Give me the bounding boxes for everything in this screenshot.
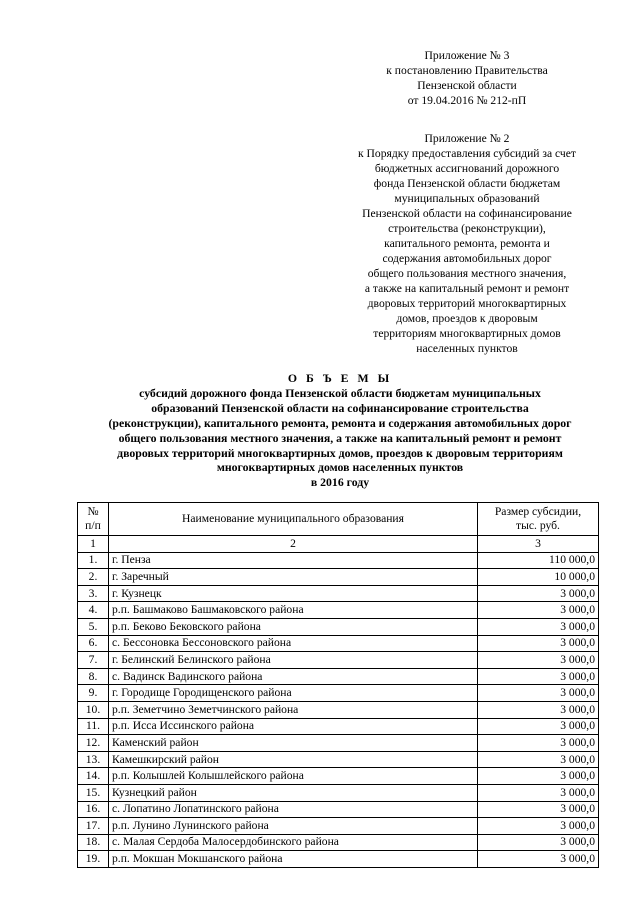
subsidy-amount: 3 000,0 <box>478 652 599 669</box>
municipality-name: р.п. Лунино Лунинского района <box>109 818 478 835</box>
appendix-2-header <box>340 131 594 356</box>
table-row <box>78 851 599 868</box>
municipality-name: с. Вадинск Вадинского района <box>109 668 478 685</box>
header-amount-line2: тыс. руб. <box>516 519 560 532</box>
appendix-2-line: населенных пунктов <box>416 342 518 355</box>
table-row <box>78 801 599 818</box>
subsidy-amount: 10 000,0 <box>478 569 599 586</box>
municipality-name: с. Лопатино Лопатинского района <box>109 801 478 818</box>
appendix-2-line: Пензенской области на софинансирование <box>362 207 572 220</box>
subsidy-amount: 3 000,0 <box>478 668 599 685</box>
row-number: 7. <box>78 652 109 669</box>
table-row <box>78 552 599 569</box>
row-number: 6. <box>78 635 109 652</box>
municipality-name: г. Белинский Белинского района <box>109 652 478 669</box>
row-number: 2. <box>78 569 109 586</box>
municipality-name: с. Бессоновка Бессоновского района <box>109 635 478 652</box>
subsidy-amount: 3 000,0 <box>478 751 599 768</box>
subsidy-amount: 3 000,0 <box>478 685 599 702</box>
subsidy-amount: 3 000,0 <box>478 834 599 851</box>
row-number: 12. <box>78 735 109 752</box>
title-heading: О Б Ъ Е М Ы <box>287 371 393 385</box>
table-row <box>78 735 599 752</box>
table-row <box>78 818 599 835</box>
appendix-3-line: Пензенской области <box>417 79 517 92</box>
title-line: образований Пензенской области на софинансирование строительства <box>151 400 529 415</box>
table-row <box>78 834 599 851</box>
subsidy-amount: 3 000,0 <box>478 768 599 785</box>
appendix-2-line: Приложение № 2 <box>424 132 510 145</box>
row-number: 15. <box>78 784 109 801</box>
row-number: 8. <box>78 668 109 685</box>
subsidy-amount: 3 000,0 <box>478 585 599 602</box>
municipality-name: р.п. Башмаково Башмаковского района <box>109 602 478 619</box>
title-line: дворовых территорий многоквартирных домов, проездов к дворовым территориям <box>117 445 563 460</box>
table-row <box>78 652 599 669</box>
appendix-3-header <box>340 48 594 108</box>
row-number: 3. <box>78 585 109 602</box>
municipality-name: г. Кузнецк <box>109 585 478 602</box>
municipality-name: г. Пенза <box>109 552 478 569</box>
header-amount <box>478 503 599 536</box>
column-index: 1 <box>78 536 109 553</box>
appendix-3-line: от 19.04.2016 № 212-пП <box>407 94 527 107</box>
title-line: общего пользования местного значения, а также на капитальный ремонт и ремонт <box>118 430 562 445</box>
municipality-name: р.п. Беково Бековского района <box>109 618 478 635</box>
subsidies-table <box>77 502 599 868</box>
header-number-line1: № <box>87 505 99 518</box>
municipality-name: р.п. Колышлей Колышлейского района <box>109 768 478 785</box>
table-row <box>78 768 599 785</box>
subsidy-amount: 3 000,0 <box>478 801 599 818</box>
row-number: 19. <box>78 851 109 868</box>
appendix-2-line: к Порядку предоставления субсидий за счет <box>358 147 576 160</box>
appendix-3-line: Приложение № 3 <box>424 49 510 62</box>
header-name: Наименование муниципального образования <box>109 503 478 536</box>
appendix-2-line: дворовых территорий многоквартирных <box>367 297 567 310</box>
column-index-row <box>78 536 599 553</box>
subsidy-amount: 3 000,0 <box>478 602 599 619</box>
title-line: (реконструкции), капитального ремонта, ремонта и содержания автомобильных дорог <box>108 415 572 430</box>
title-line: субсидий дорожного фонда Пензенской области бюджетам муниципальных <box>139 385 541 400</box>
appendix-2-line: домов, проездов к дворовым <box>396 312 538 325</box>
subsidy-amount: 3 000,0 <box>478 618 599 635</box>
municipality-name: р.п. Мокшан Мокшанского района <box>109 851 478 868</box>
appendix-2-line: муниципальных образований <box>394 192 540 205</box>
row-number: 16. <box>78 801 109 818</box>
appendix-2-line: территориям многоквартирных домов <box>373 327 561 340</box>
subsidy-amount: 3 000,0 <box>478 701 599 718</box>
municipality-name: Камешкирский район <box>109 751 478 768</box>
appendix-2-line: содержания автомобильных дорог <box>382 252 552 265</box>
municipality-name: с. Малая Сердоба Малосердобинского района <box>109 834 478 851</box>
subsidy-amount: 3 000,0 <box>478 851 599 868</box>
subsidy-amount: 3 000,0 <box>478 784 599 801</box>
table-row <box>78 602 599 619</box>
header-number-line2: п/п <box>85 519 101 532</box>
subsidy-amount: 3 000,0 <box>478 718 599 735</box>
municipality-name: г. Городище Городищенского района <box>109 685 478 702</box>
table-row <box>78 718 599 735</box>
table-row <box>78 668 599 685</box>
table-row <box>78 618 599 635</box>
row-number: 1. <box>78 552 109 569</box>
title-line: многоквартирных домов населенных пунктов <box>216 460 464 475</box>
table-row <box>78 751 599 768</box>
row-number: 11. <box>78 718 109 735</box>
municipality-name: Каменский район <box>109 735 478 752</box>
row-number: 9. <box>78 685 109 702</box>
table-row <box>78 569 599 586</box>
municipality-name: р.п. Исса Иссинского района <box>109 718 478 735</box>
appendix-3-line: к постановлению Правительства <box>386 64 548 77</box>
row-number: 18. <box>78 834 109 851</box>
subsidy-amount: 3 000,0 <box>478 635 599 652</box>
row-number: 17. <box>78 818 109 835</box>
column-index: 3 <box>478 536 599 553</box>
column-index: 2 <box>109 536 478 553</box>
row-number: 14. <box>78 768 109 785</box>
appendix-2-line: общего пользования местного значения, <box>367 267 567 280</box>
title-year: в 2016 году <box>310 475 370 490</box>
table-row <box>78 635 599 652</box>
header-amount-line1: Размер субсидии, <box>494 505 582 518</box>
row-number: 4. <box>78 602 109 619</box>
table-row <box>78 585 599 602</box>
subsidy-amount: 3 000,0 <box>478 818 599 835</box>
row-number: 10. <box>78 701 109 718</box>
municipality-name: р.п. Земетчино Земетчинского района <box>109 701 478 718</box>
appendix-2-line: фонда Пензенской области бюджетам <box>373 177 561 190</box>
table-row <box>78 701 599 718</box>
appendix-2-line: бюджетных ассигнований дорожного <box>374 162 560 175</box>
table-row <box>78 784 599 801</box>
subsidy-amount: 110 000,0 <box>478 552 599 569</box>
municipality-name: Кузнецкий район <box>109 784 478 801</box>
municipality-name: г. Заречный <box>109 569 478 586</box>
row-number: 5. <box>78 618 109 635</box>
subsidy-amount: 3 000,0 <box>478 735 599 752</box>
header-number <box>78 503 109 536</box>
appendix-2-line: а также на капитальный ремонт и ремонт <box>364 282 570 295</box>
table-row <box>78 685 599 702</box>
appendix-2-line: строительства (реконструкции), <box>388 222 546 235</box>
document-title <box>60 371 620 490</box>
appendix-2-line: капитального ремонта, ремонта и <box>384 237 550 250</box>
table-header-row <box>78 503 599 536</box>
row-number: 13. <box>78 751 109 768</box>
